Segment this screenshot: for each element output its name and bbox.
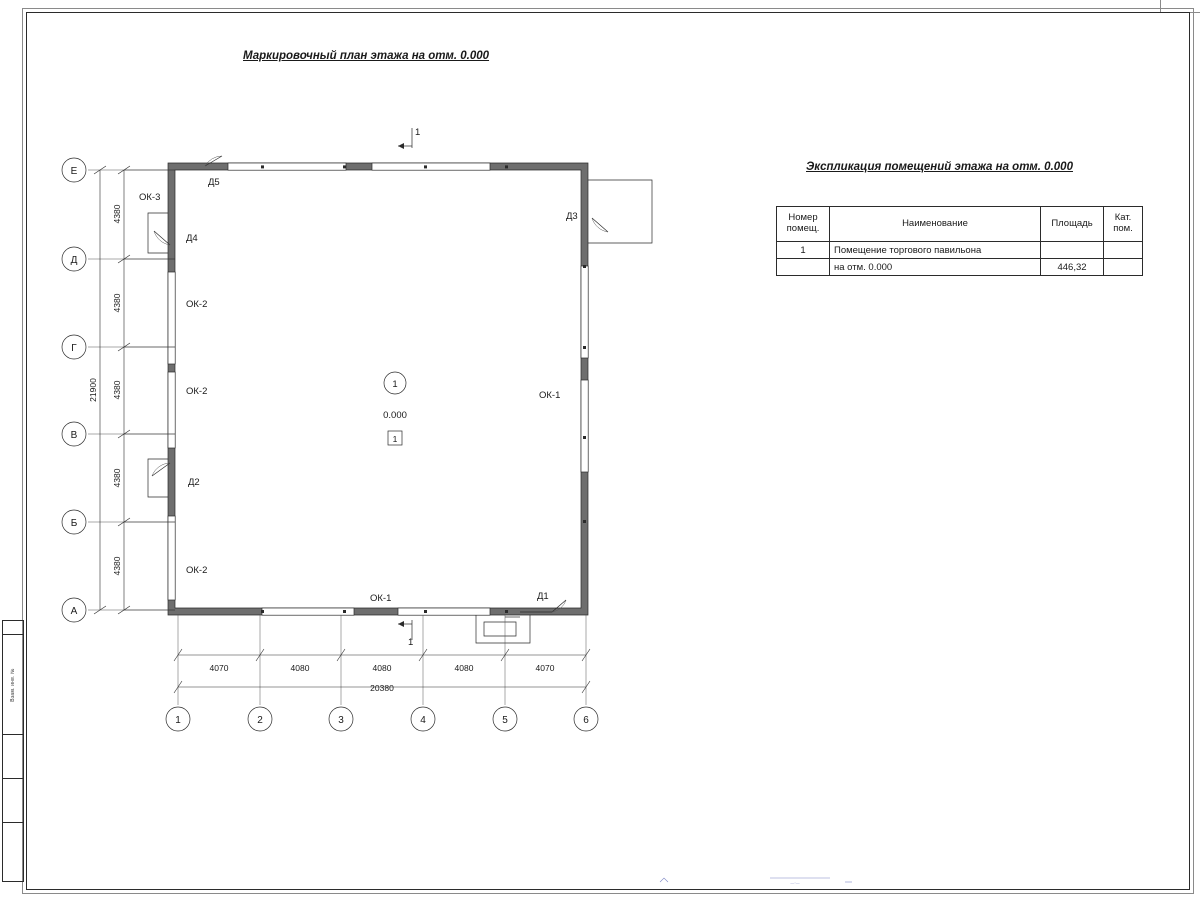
axis-label-g: Г bbox=[71, 343, 77, 354]
explication-title: Экспликация помещений этажа на отм. 0.000 bbox=[806, 161, 1073, 173]
dim-value-vertical-2: 4380 bbox=[112, 293, 122, 313]
header-room-number-line1: Номер bbox=[788, 212, 818, 224]
door-leaf-d4 bbox=[154, 231, 170, 245]
axis-label-3: 3 bbox=[338, 715, 344, 726]
axis-label-v: В bbox=[70, 430, 78, 441]
window-label-ok2-a: ОК-2 bbox=[186, 299, 208, 310]
door-leaf-d3 bbox=[592, 218, 608, 232]
window-opening-left-2 bbox=[168, 372, 175, 448]
section-arrowhead-top bbox=[398, 143, 404, 149]
axis-label-b: Б bbox=[70, 518, 78, 529]
dim-value-horizontal-total: 20380 bbox=[370, 683, 394, 693]
window-label-ok1-a: ОК-1 bbox=[539, 390, 561, 401]
horizontal-axis-grid bbox=[166, 615, 598, 731]
section-mark-top bbox=[398, 127, 420, 149]
window-label-ok2-b: ОК-2 bbox=[186, 386, 208, 397]
header-room-number-line2: помещ. bbox=[786, 223, 820, 234]
window-label-ok2-c: ОК-2 bbox=[186, 565, 208, 576]
room-level-label: 0.000 bbox=[383, 410, 407, 421]
dim-value-horizontal-1: 4070 bbox=[209, 663, 229, 673]
dim-value-horizontal-4: 4080 bbox=[454, 663, 474, 673]
header-room-category-line2: пом. bbox=[1113, 223, 1133, 234]
vertical-dimension-chain bbox=[88, 166, 175, 614]
dim-value-vertical-5: 4380 bbox=[112, 556, 122, 576]
window-label-ok1-b: ОК-1 bbox=[370, 593, 392, 604]
entrance-vestibule-d4 bbox=[148, 213, 168, 253]
section-label-bottom: 1 bbox=[408, 637, 414, 648]
room-number-label: 1 bbox=[392, 379, 398, 390]
door-labels bbox=[186, 177, 578, 602]
axis-label-2: 2 bbox=[257, 715, 263, 726]
axis-label-5: 5 bbox=[502, 715, 508, 726]
artifact-mark-1 bbox=[660, 878, 668, 882]
window-opening-top-2 bbox=[372, 163, 490, 170]
entrance-vestibule-right bbox=[588, 180, 652, 243]
dim-value-vertical-1: 4380 bbox=[112, 204, 122, 224]
entrance-vestibule-d2 bbox=[148, 459, 168, 497]
axis-label-a: А bbox=[70, 606, 78, 617]
cell-room-number: 1 bbox=[777, 242, 830, 259]
horizontal-dimension-chain bbox=[174, 649, 590, 693]
window-openings bbox=[168, 163, 588, 615]
plan-title: Маркировочный план этажа на отм. 0.000 bbox=[243, 50, 490, 62]
building-walls bbox=[148, 156, 652, 643]
door-label-d5: Д5 bbox=[208, 177, 220, 188]
cell-room-area: 446,32 bbox=[1041, 259, 1104, 276]
door-label-d3: Д3 bbox=[566, 211, 578, 222]
header-room-name: Наименование bbox=[830, 207, 1041, 242]
window-opening-right-1 bbox=[581, 266, 588, 358]
section-mark-bottom bbox=[398, 620, 413, 648]
dim-value-vertical-4: 4380 bbox=[112, 468, 122, 488]
room-tag bbox=[383, 372, 407, 445]
window-opening-top-1 bbox=[228, 163, 346, 170]
section-label-top: 1 bbox=[415, 127, 421, 138]
sheet-bottom-artifacts bbox=[660, 878, 852, 885]
section-arrowhead-bottom bbox=[398, 621, 404, 627]
window-label-ok3: ОК-3 bbox=[139, 192, 161, 203]
dim-value-vertical-total: 21900 bbox=[88, 378, 98, 402]
axis-label-6: 6 bbox=[583, 715, 589, 726]
door-leaf-d2 bbox=[152, 463, 170, 476]
dim-value-horizontal-2: 4080 bbox=[290, 663, 310, 673]
column-marks bbox=[261, 165, 586, 613]
door-label-d2: Д2 bbox=[188, 477, 200, 488]
door-label-d1: Д1 bbox=[537, 591, 549, 602]
window-labels bbox=[139, 192, 560, 604]
axis-label-4: 4 bbox=[420, 715, 426, 726]
room-category-label: 1 bbox=[392, 434, 398, 444]
door-label-d4: Д4 bbox=[186, 233, 198, 244]
window-opening-left-3 bbox=[168, 516, 175, 600]
dim-extension-lines-vertical bbox=[124, 170, 175, 610]
axis-label-e: Е bbox=[70, 166, 78, 177]
axis-label-1: 1 bbox=[175, 715, 181, 726]
cell-room-name: Помещение торгового павильона bbox=[830, 242, 1041, 259]
dim-value-horizontal-3: 4080 bbox=[372, 663, 392, 673]
window-opening-bottom-2 bbox=[398, 608, 490, 615]
header-room-category-line1: Кат. bbox=[1114, 212, 1132, 224]
stamp-vertical-label: Взам. инв. № bbox=[10, 667, 16, 702]
porch-step bbox=[484, 622, 516, 636]
window-opening-left-1 bbox=[168, 272, 175, 364]
window-opening-right-2 bbox=[581, 380, 588, 472]
cell-room-name: на отм. 0.000 bbox=[830, 259, 1041, 276]
window-opening-bottom-1 bbox=[262, 608, 354, 615]
dim-value-vertical-3: 4380 bbox=[112, 380, 122, 400]
header-room-area: Площадь bbox=[1041, 207, 1104, 242]
artifact-text: —·— bbox=[790, 880, 800, 885]
axis-label-d: Д bbox=[70, 255, 78, 266]
dim-value-horizontal-5: 4070 bbox=[535, 663, 555, 673]
wall-band bbox=[168, 163, 588, 615]
door-swings bbox=[152, 156, 608, 617]
